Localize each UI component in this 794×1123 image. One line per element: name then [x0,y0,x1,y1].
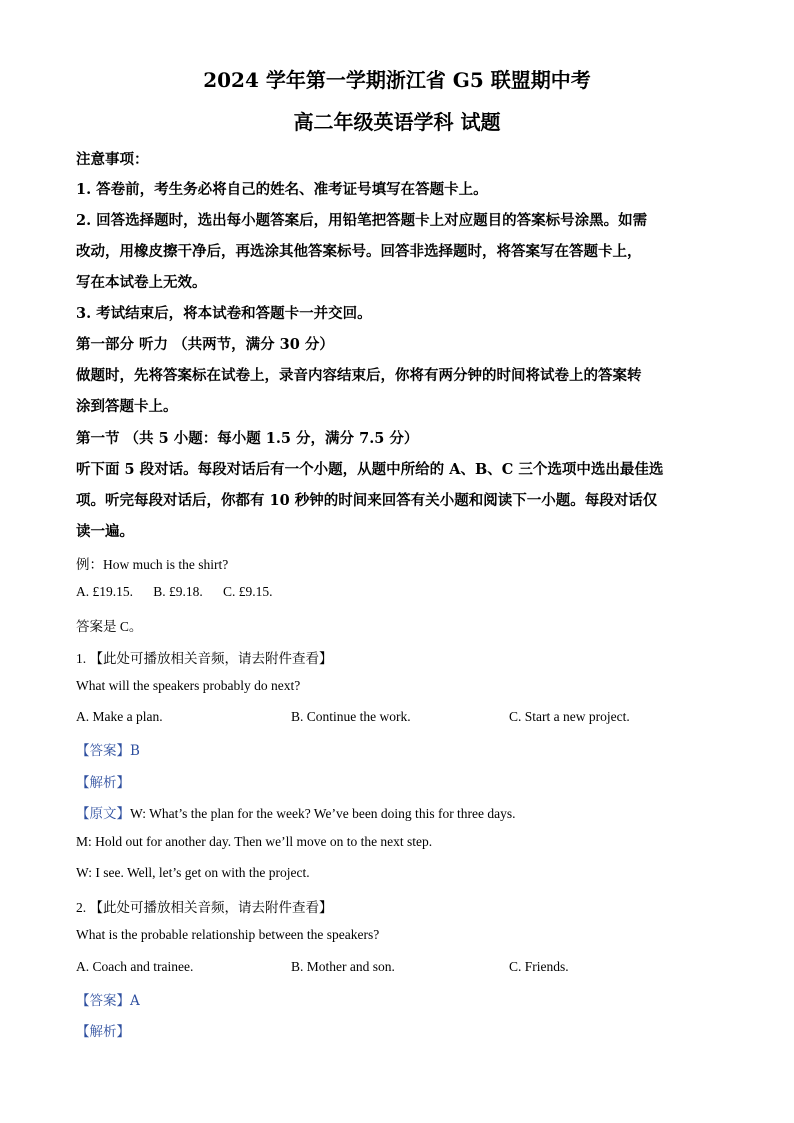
instructions-line-1: 听下面 5 段对话。每段对话后有一个小题，从题中所给的 A、B、C 三个选项中选出最佳选 [76,461,664,478]
example-question: 例：How much is the shirt? [76,557,229,572]
q1-original-label: 【原文】 [76,806,130,822]
note-2-line-2: 改动，用橡皮擦干净后，再选涂其他答案标号。回答非选择题时，将答案写在答题卡上， [76,243,642,260]
notes-heading: 注意事项： [76,151,149,168]
example-answer: 答案是 C。 [76,619,143,634]
exam-title: 2024 学年第一学期浙江省 G5 联盟期中考 [203,68,591,92]
note-2-line-1: 2. 回答选择题时，选出每小题答案后，用铅笔把答题卡上对应题目的答案标号涂黑。如需 [76,212,648,229]
question-2-text: What is the probable relationship between the speakers? [76,927,380,942]
q1-option-a: A. Make a plan. [76,709,163,724]
question-2-number: 2. 【此处可播放相关音频，请去附件查看】 [76,900,333,915]
note-3: 3. 考试结束后，将本试卷和答题卡一并交回。 [76,305,372,322]
question-1-number: 1. 【此处可播放相关音频，请去附件查看】 [76,651,333,666]
q1-dialogue-line-1: W: What’s the plan for the week? We’ve been doing this for three days. [130,806,516,821]
part1-heading: 第一部分 听力 （共两节，满分 30 分） [76,336,334,353]
q1-answer: 【答案】B [76,743,140,759]
exam-subtitle: 高二年级英语学科 试题 [293,110,501,134]
note-2-line-3: 写在本试卷上无效。 [76,274,207,291]
question-1-text: What will the speakers probably do next? [76,678,301,693]
section1-heading: 第一节 （共 5 小题：每小题 1.5 分，满分 7.5 分） [76,430,419,447]
q1-option-c: C. Start a new project. [509,709,630,724]
q1-dialogue-line-2: M: Hold out for another day. Then we’ll move on to the next step. [76,834,433,849]
q1-dialogue-line-3: W: I see. Well, let’s get on with the project. [76,865,310,880]
q2-option-b: B. Mother and son. [291,959,395,974]
q1-original-text [76,802,516,823]
part1-desc-line-2: 涂到答题卡上。 [76,398,178,415]
q2-analysis-label: 【解析】 [76,1024,130,1040]
example-options: A. £19.15. B. £9.18. C. £9.15. [76,584,273,599]
part1-desc-line-1: 做题时，先将答案标在试卷上，录音内容结束后，你将有两分钟的时间将试卷上的答案转 [76,367,642,384]
q1-analysis-label: 【解析】 [76,775,130,791]
q2-option-c: C. Friends. [509,959,569,974]
instructions-line-3: 读一遍。 [76,523,134,540]
q1-option-b: B. Continue the work. [291,709,411,724]
instructions-line-2: 项。听完每段对话后，你都有 10 秒钟的时间来回答有关小题和阅读下一小题。每段对话仅 [76,492,658,509]
q2-option-a: A. Coach and trainee. [76,959,194,974]
note-1: 1. 答卷前，考生务必将自己的姓名、准考证号填写在答题卡上。 [76,181,488,198]
q2-answer: 【答案】A [76,993,140,1009]
